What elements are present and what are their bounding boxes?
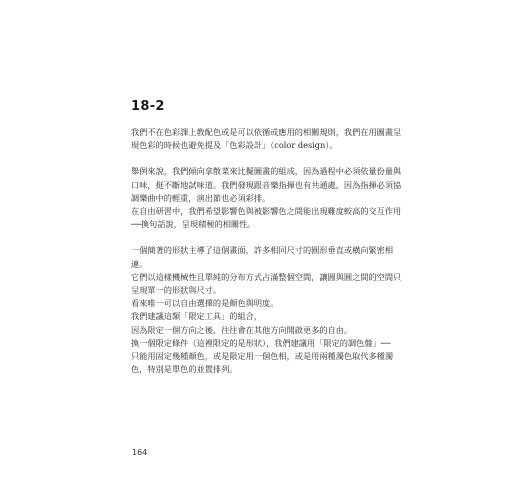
text-line: 它們以這樣機械性且單純的分布方式占滿整個空間，讓圓與圓之間的空間只 bbox=[131, 271, 402, 282]
text-line: 在自由研習中，我們希望影響色與被影響色之間能出現難度較高的交互作用 bbox=[131, 206, 402, 217]
text-line: 色，特別是單色的並置排列。 bbox=[131, 364, 238, 375]
body-text bbox=[131, 126, 409, 389]
text-line: 我們建議這類「限定工具」的組合， bbox=[131, 311, 263, 322]
text-line: 調樂曲中的輕重，演出節也必須彩排。 bbox=[131, 192, 271, 203]
paragraph-2 bbox=[131, 165, 409, 231]
page-number: 164 bbox=[132, 448, 148, 457]
text-line: 看來唯一可以自由選擇的是顏色與明度。 bbox=[131, 298, 279, 309]
text-line: ──換句話說，呈現積極的相關性。 bbox=[131, 219, 256, 230]
text-line: 因為限定一個方向之後，往往會在其他方向開啟更多的自由。 bbox=[131, 324, 353, 335]
text-line: 只能用固定幾種顏色，或是限定用一個色相，或是用兩種濁色取代多種濁 bbox=[131, 351, 394, 362]
text-line: 換一個限定條件（這裡限定的是形狀），我們建議用「限定的調色盤」── bbox=[131, 337, 391, 348]
text-line: 現色彩的時候也避免提及「色彩設計」（color design）。 bbox=[131, 140, 338, 151]
paragraph-3 bbox=[131, 244, 409, 376]
text-line: 我們不在色彩課上教配色或是可以依循或應用的相關規則，我們在用圖畫呈 bbox=[131, 127, 402, 137]
text-line: 一個簡著的形狀主導了這個畫面，許多相同尺寸的圓形垂直或橫向緊密相 bbox=[131, 245, 394, 256]
text-line: 呈現單一的形狀與尺寸。 bbox=[131, 285, 222, 296]
text-line: 舉例來說，我們傾向拿散菜來比擬圖畫的組成，因為過程中必須依量份量與 bbox=[131, 166, 402, 177]
text-line: 連。 bbox=[131, 258, 148, 269]
text-line: 口味，挺不斷地試味道。我們發現跟音樂指揮也有共通處，因為指揮必須協 bbox=[131, 179, 402, 190]
section-heading: 18-2 bbox=[131, 99, 165, 114]
paragraph-1 bbox=[131, 126, 409, 152]
